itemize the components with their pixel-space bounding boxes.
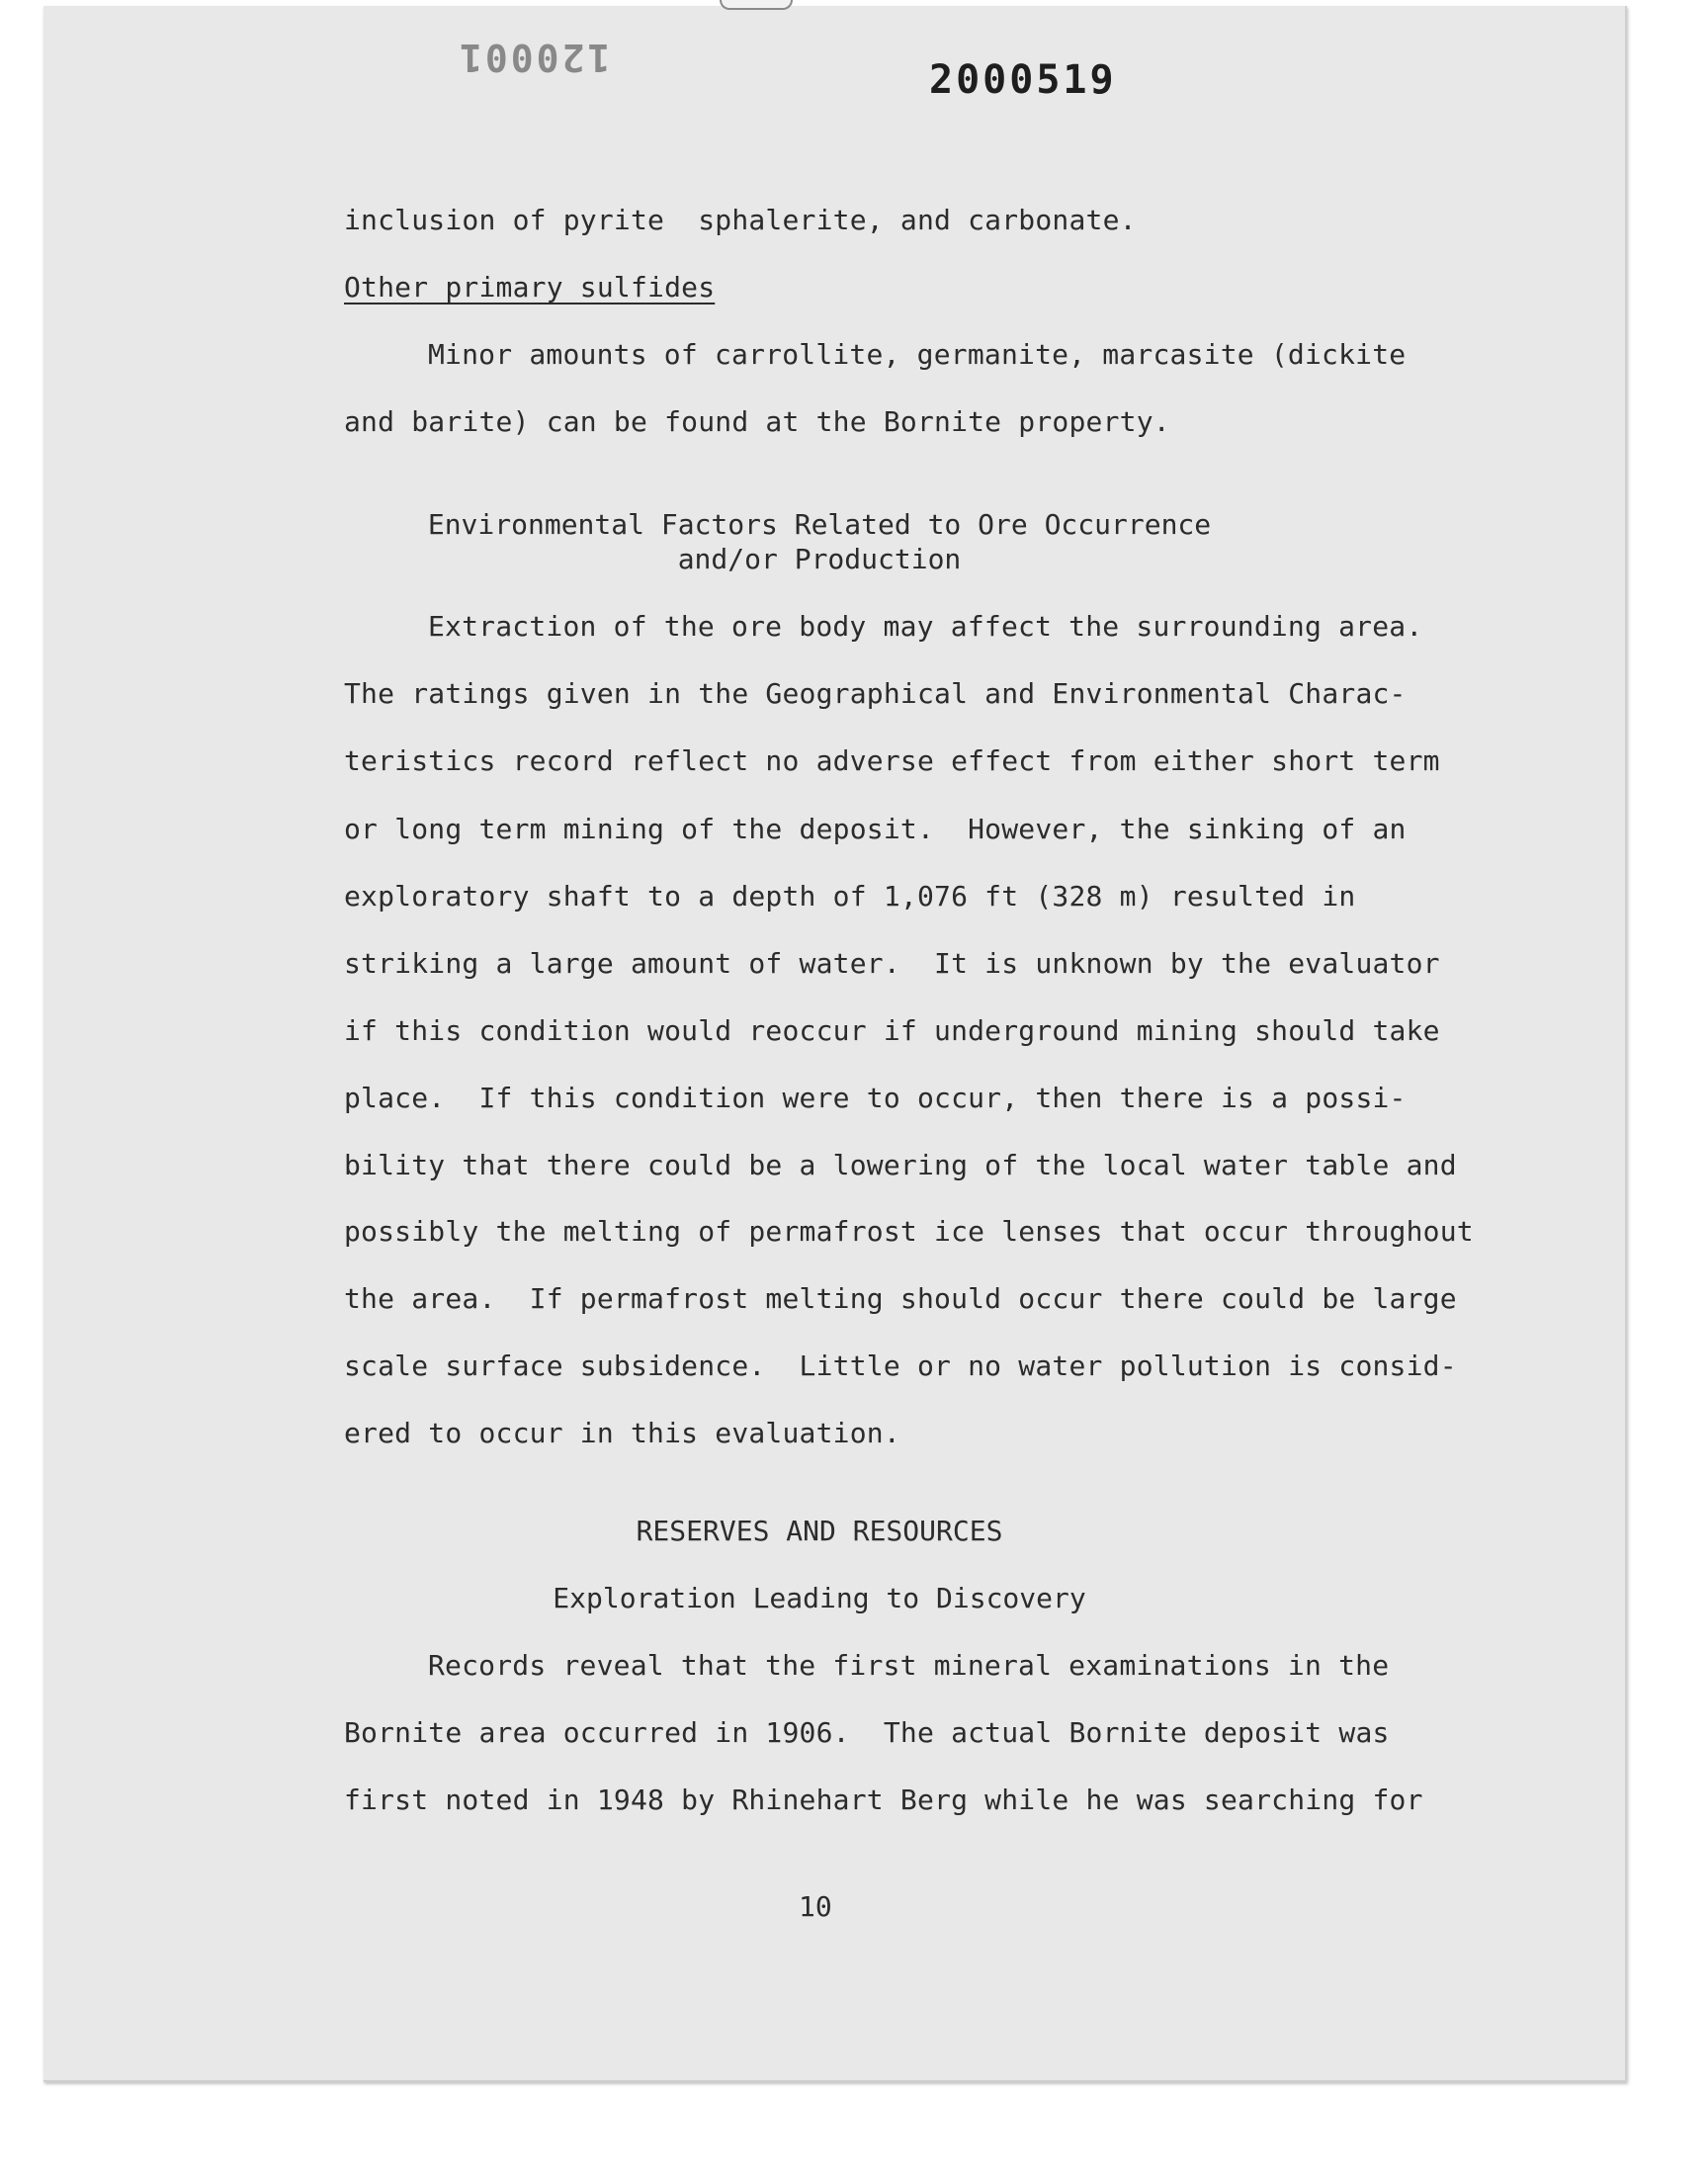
environmental-heading-line: Environmental Factors Related to Ore Occurrence [427, 508, 1212, 541]
environmental-paragraph-line: place. If this condition were to occur, then there is a possi- [344, 1082, 1407, 1114]
environmental-paragraph-line: exploratory shaft to a depth of 1,076 ft (328 m) resulted in [344, 880, 1356, 913]
environmental-paragraph-line: teristics record reflect no adverse effect from either short term [344, 744, 1440, 777]
exploration-paragraph-line: Bornite area occurred in 1906. The actual Bornite deposit was [344, 1716, 1390, 1749]
environmental-heading-line: and/or Production [677, 543, 962, 575]
environmental-paragraph-line: The ratings given in the Geographical and Environmental Charac- [344, 677, 1407, 710]
environmental-paragraph-line: the area. If permafrost melting should occur there could be large [344, 1282, 1457, 1315]
exploration-heading: Exploration Leading to Discovery [553, 1582, 1086, 1614]
environmental-paragraph-line: ered to occur in this evaluation. [344, 1417, 900, 1449]
document-stamp-top-right: 2000519 [929, 57, 1117, 103]
opening-line: inclusion of pyrite sphalerite, and carbonate. [344, 204, 1137, 236]
environmental-paragraph-line: scale surface subsidence. Little or no water pollution is consid- [344, 1349, 1457, 1382]
environmental-paragraph-line: possibly the melting of permafrost ice lenses that occur throughout [344, 1215, 1474, 1248]
sulfides-paragraph-line: and barite) can be found at the Bornite property. [344, 405, 1170, 438]
environmental-paragraph-line: if this condition would reoccur if underground mining should take [344, 1014, 1440, 1047]
document-stamp-top-left: 120001 [457, 36, 611, 79]
page-number: 10 [799, 1890, 832, 1923]
exploration-paragraph-line: first noted in 1948 by Rhinehart Berg while he was searching for [344, 1784, 1423, 1816]
environmental-paragraph-line: striking a large amount of water. It is unknown by the evaluator [344, 947, 1440, 980]
sulfides-paragraph-line: Minor amounts of carrollite, germanite, marcasite (dickite [428, 338, 1407, 371]
subheading-other-primary-sulfides: Other primary sulfides [344, 271, 716, 304]
environmental-paragraph-line: bility that there could be a lowering of the local water table and [344, 1149, 1457, 1181]
environmental-paragraph-line: Extraction of the ore body may affect the surrounding area. [428, 610, 1423, 643]
exploration-paragraph-line: Records reveal that the first mineral examinations in the [428, 1649, 1390, 1682]
paper-tab-mark [720, 0, 793, 10]
environmental-paragraph-line: or long term mining of the deposit. However, the sinking of an [344, 813, 1407, 845]
reserves-heading: RESERVES AND RESOURCES [636, 1515, 1003, 1547]
